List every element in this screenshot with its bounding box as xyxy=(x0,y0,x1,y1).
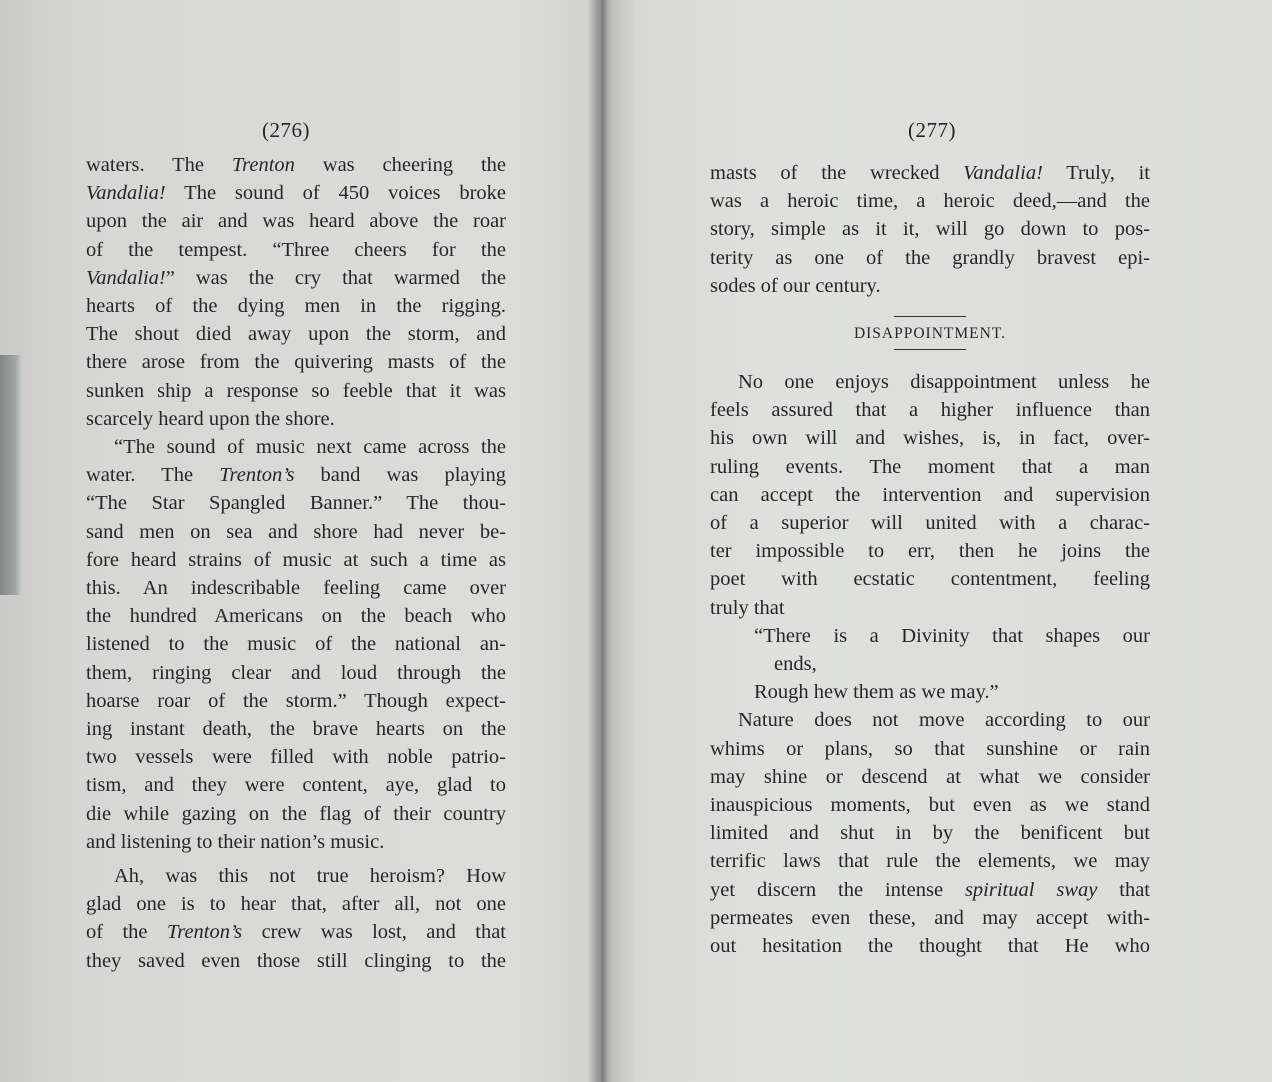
text-line xyxy=(86,377,506,405)
text-segment: hearts of the dying men in the rigging. xyxy=(86,295,506,318)
text-segment: of the xyxy=(86,921,167,944)
text-segment: terity as one of the grandly bravest epi- xyxy=(710,246,1150,269)
text-segment: limited and shut in by the benificent but xyxy=(710,822,1150,845)
text-segment: can accept the intervention and supervision xyxy=(710,483,1150,506)
text-line xyxy=(86,179,506,207)
verse-line: “There is a Divinity that shapes our xyxy=(754,624,1150,647)
text-line xyxy=(86,292,506,320)
text-line xyxy=(710,215,1150,243)
text-segment: inauspicious moments, but even as we stand xyxy=(710,794,1150,817)
text-segment: whims or plans, so that sunshine or rain xyxy=(710,737,1150,760)
text-line xyxy=(710,453,1150,481)
text-segment: and listening to their nation’s music. xyxy=(86,830,385,853)
text-segment: scarcely heard upon the shore. xyxy=(86,407,335,430)
text-line xyxy=(86,151,506,179)
text-line xyxy=(86,800,506,828)
italic-text: Vandalia! xyxy=(86,266,166,289)
text-segment: may shine or descend at what we consider xyxy=(710,765,1150,788)
text-segment: his own will and wishes, is, in fact, over- xyxy=(710,427,1150,450)
text-line xyxy=(86,433,506,461)
text-segment: Ah, was this not true heroism? How xyxy=(114,865,506,888)
text-line xyxy=(86,236,506,264)
text-line xyxy=(86,348,506,376)
text-line xyxy=(710,565,1150,593)
body-paragraph-1 xyxy=(710,368,1150,622)
text-line xyxy=(86,602,506,630)
text-line xyxy=(86,659,506,687)
right-page-text xyxy=(710,159,1150,960)
text-segment: ter impossible to err, then he joins the xyxy=(710,540,1150,563)
text-segment: sunken ship a response so feeble that it was xyxy=(86,379,506,402)
page-edge-shadow xyxy=(0,355,22,595)
text-segment: story, simple as it it, will go down to pos- xyxy=(710,218,1150,241)
intro-paragraph xyxy=(710,159,1150,300)
book-gutter xyxy=(588,0,612,1082)
italic-text: Trenton’s xyxy=(219,464,295,487)
text-line xyxy=(710,847,1150,875)
text-line xyxy=(710,876,1150,904)
text-line xyxy=(86,574,506,602)
text-line xyxy=(710,594,1150,622)
text-segment: masts of the wrecked xyxy=(710,162,964,184)
text-segment: Truly, it xyxy=(1042,162,1150,184)
right-page-number: (277) xyxy=(908,118,956,142)
text-segment: of a superior will united with a charac- xyxy=(710,512,1150,535)
text-segment: waters. The xyxy=(86,154,232,176)
text-line xyxy=(86,207,506,235)
text-line xyxy=(710,481,1150,509)
text-segment: poet with ecstatic contentment, feeling xyxy=(710,568,1150,591)
italic-text: Trenton xyxy=(231,154,295,176)
text-segment: fore heard strains of music at such a time as xyxy=(86,548,506,571)
text-segment: feels assured that a higher influence than xyxy=(710,399,1150,422)
text-line xyxy=(710,396,1150,424)
text-segment: sand men on sea and shore had never be- xyxy=(86,520,506,543)
text-segment: tism, and they were content, aye, glad to xyxy=(86,774,506,797)
text-segment: “The Star Spangled Banner.” The thou- xyxy=(86,492,506,515)
text-segment: No one enjoys disappointment unless he xyxy=(738,371,1150,394)
text-line xyxy=(86,890,506,918)
body-paragraph-2 xyxy=(710,706,1150,960)
text-line xyxy=(710,424,1150,452)
text-line xyxy=(86,489,506,517)
text-line xyxy=(86,918,506,946)
left-page-number: (276) xyxy=(262,118,310,142)
text-line xyxy=(710,244,1150,272)
text-line xyxy=(710,706,1150,734)
text-segment: this. An indescribable feeling came over xyxy=(86,577,506,600)
text-segment: Nature does not move according to our xyxy=(738,709,1150,732)
text-line xyxy=(86,743,506,771)
text-segment: The shout died away upon the storm, and xyxy=(86,323,506,346)
text-line xyxy=(86,546,506,574)
text-segment: them, ringing clear and loud through the xyxy=(86,661,506,684)
text-segment: band was playing xyxy=(294,464,506,487)
italic-text: Vandalia! xyxy=(86,182,166,205)
text-line xyxy=(86,518,506,546)
text-segment: ruling events. The moment that a man xyxy=(710,455,1150,478)
text-segment: glad one is to hear that, after all, not one xyxy=(86,893,506,916)
text-segment: that xyxy=(1097,878,1150,901)
text-segment: out hesitation the thought that He who xyxy=(710,935,1150,958)
text-line xyxy=(86,947,506,975)
verse-line: Rough hew them as we may.” xyxy=(754,681,999,704)
text-segment: of the tempest. “Three cheers for the xyxy=(86,238,506,261)
text-segment: truly that xyxy=(710,596,785,619)
text-line xyxy=(86,320,506,348)
text-line xyxy=(710,187,1150,215)
text-segment: crew was lost, and that xyxy=(242,921,507,944)
text-segment: sodes of our century. xyxy=(710,274,881,297)
text-line xyxy=(710,904,1150,932)
text-line xyxy=(86,461,506,489)
text-segment: permeates even these, and may accept with- xyxy=(710,906,1150,929)
text-line xyxy=(86,771,506,799)
text-segment: yet discern the intense xyxy=(710,878,965,901)
text-line xyxy=(710,159,1150,187)
text-segment: listened to the music of the national an- xyxy=(86,633,506,656)
text-line xyxy=(86,828,506,856)
text-line xyxy=(710,368,1150,396)
text-line xyxy=(710,272,1150,300)
text-segment: there arose from the quivering masts of the xyxy=(86,351,506,374)
italic-text: Trenton’s xyxy=(166,921,243,944)
left-page-text xyxy=(86,151,506,975)
italic-text: Vandalia! xyxy=(963,162,1043,184)
text-line xyxy=(710,735,1150,763)
text-line xyxy=(86,862,506,890)
text-line xyxy=(86,630,506,658)
text-line xyxy=(86,264,506,292)
text-line xyxy=(86,405,506,433)
text-line xyxy=(710,819,1150,847)
text-segment: was cheering the xyxy=(294,154,506,176)
text-line xyxy=(710,537,1150,565)
verse-line: ends, xyxy=(774,653,817,676)
text-segment: they saved even those still clinging to the xyxy=(86,949,506,972)
text-line xyxy=(710,791,1150,819)
text-line xyxy=(710,763,1150,791)
verse-quote xyxy=(710,622,1150,707)
text-segment: was a heroic time, a heroic deed,—and the xyxy=(710,190,1150,213)
text-segment: die while gazing on the flag of their country xyxy=(86,802,506,825)
text-segment: two vessels were filled with noble patrio- xyxy=(86,746,506,769)
text-segment: ” was the cry that warmed the xyxy=(165,266,506,289)
text-segment: terrific laws that rule the elements, we may xyxy=(710,850,1150,873)
text-segment: upon the air and was heard above the roar xyxy=(86,210,506,233)
text-line xyxy=(86,715,506,743)
text-segment: “The sound of music next came across the xyxy=(114,436,506,459)
text-segment: water. The xyxy=(86,464,220,487)
text-line xyxy=(86,687,506,715)
text-segment: ing instant death, the brave hearts on the xyxy=(86,718,506,741)
heading-rule-top xyxy=(894,316,966,317)
section-heading: DISAPPOINTMENT. xyxy=(853,325,1007,343)
text-segment: the hundred Americans on the beach who xyxy=(86,605,506,628)
italic-text: spiritual sway xyxy=(964,878,1098,901)
text-line xyxy=(710,509,1150,537)
text-segment: The sound of 450 voices broke xyxy=(165,182,506,205)
text-line xyxy=(710,932,1150,960)
text-segment: hoarse roar of the storm.” Though expect- xyxy=(86,689,506,712)
